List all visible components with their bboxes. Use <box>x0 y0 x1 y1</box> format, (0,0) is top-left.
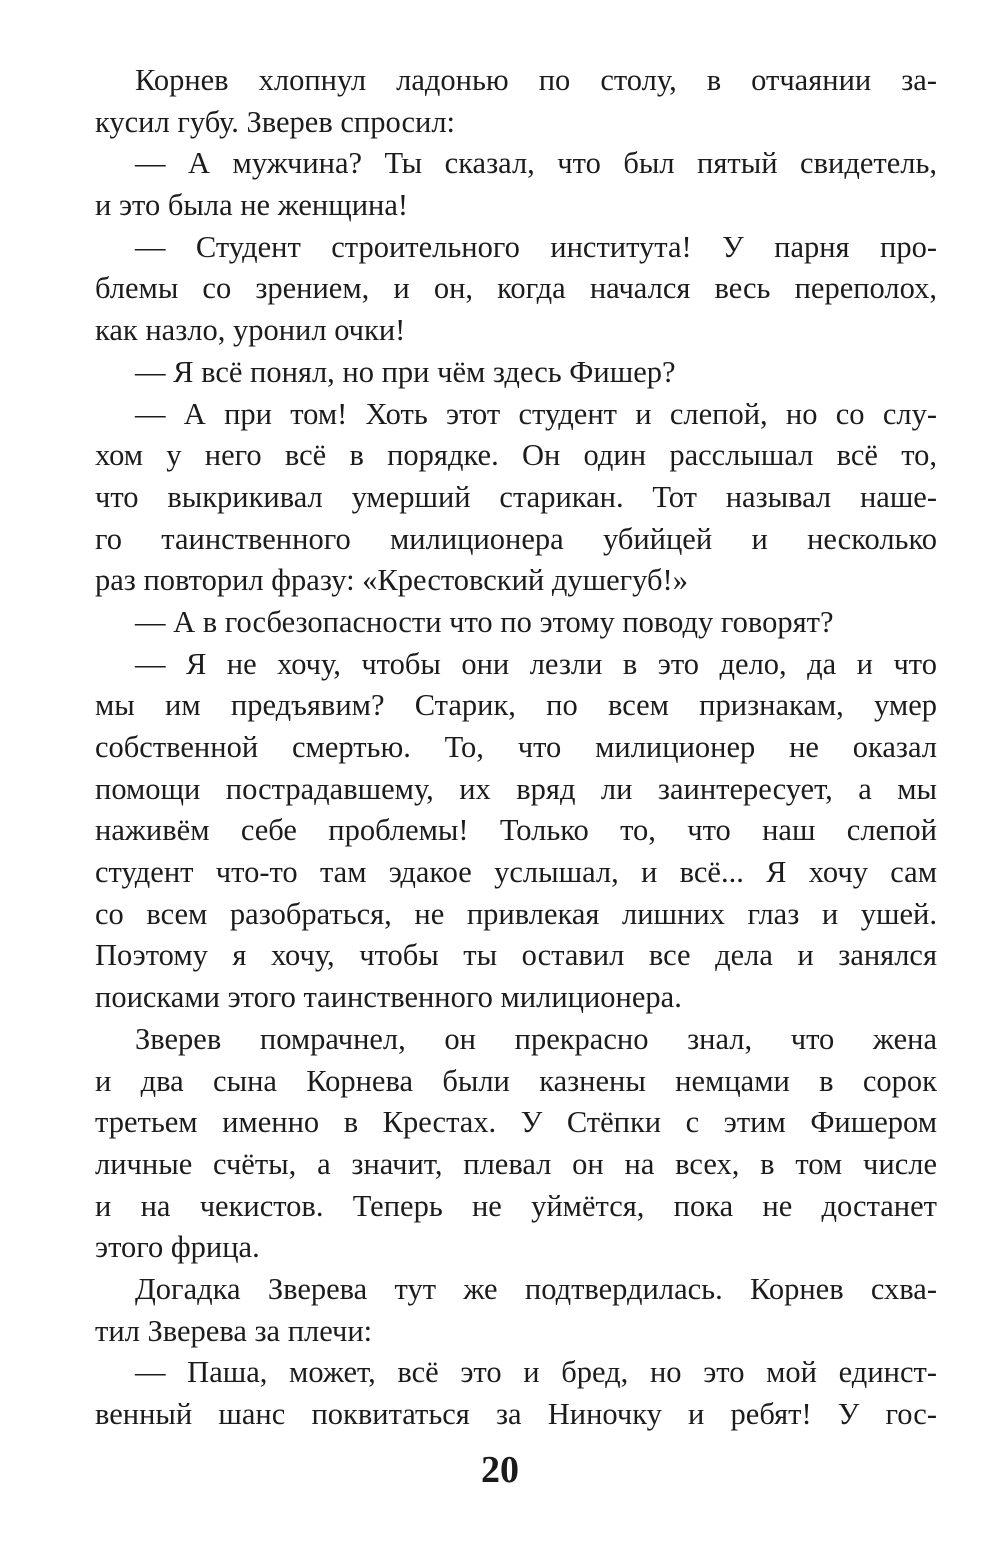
text-line: — Я не хочу, чтобы они лезли в это дело, да и что <box>135 646 937 681</box>
text-line: третьем именно в Крестах. У Стёпки с этим Фишером <box>95 1105 937 1140</box>
text-line: собственной смертью. То, что милиционер не оказал <box>95 730 937 764</box>
text-line: — Студент строительного института! У парня про- <box>135 229 937 264</box>
text-line: — А мужчина? Ты сказал, что был пятый свидетель, <box>135 146 937 181</box>
text-line: — Я всё понял, но при чём здесь Фишер? <box>135 354 676 389</box>
text-line: и два сына Корнева были казнены немцами в сорок <box>95 1063 937 1098</box>
text-line: поисками этого таинственного милиционера. <box>95 980 682 1015</box>
text-line: наживём себе проблемы! Только то, что наш слепой <box>95 813 937 848</box>
text-line: раз повторил фразу: «Крестовский душегуб!» <box>95 563 688 598</box>
text-line: что выкрикивал умерший старикан. Тот называл наше- <box>95 479 937 514</box>
text-line: — А при том! Хоть этот студент и слепой, но со слу- <box>135 396 937 431</box>
text-line: Поэтому я хочу, чтобы ты оставил все дела и занялся <box>95 938 937 973</box>
text-line: студент что-то там эдакое услышал, и всё... Я хочу сам <box>95 855 937 890</box>
text-line: и это была не женщина! <box>95 188 409 223</box>
text-line: венный шанс поквитаться за Ниночку и ребят! У гос- <box>95 1397 937 1431</box>
text-line: этого фрица. <box>95 1230 260 1265</box>
text-line: кусил губу. Зверев спросил: <box>95 104 456 139</box>
body-text <box>95 60 937 1436</box>
text-line: — А в госбезопасности что по этому поводу говорят? <box>135 604 834 639</box>
text-line: личные счёты, а значит, плевал он на всех, в том числе <box>95 1146 937 1181</box>
text-line: помощи пострадавшему, их вряд ли заинтересует, а мы <box>95 771 937 806</box>
text-line: мы им предъявим? Старик, по всем признакам, умер <box>95 688 937 723</box>
text-line: Догадка Зверева тут же подтвердилась. Корнев схва- <box>135 1271 937 1306</box>
text-line: со всем разобраться, не привлекая лишних глаз и ушей. <box>95 896 937 931</box>
text-line: как назло, уронил очки! <box>95 313 406 348</box>
text-line: и на чекистов. Теперь не уймётся, пока не достанет <box>95 1188 937 1223</box>
text-line: Зверев помрачнел, он прекрасно знал, что жена <box>135 1021 937 1056</box>
text-line: — Паша, может, всё это и бред, но это мой единст- <box>135 1355 937 1390</box>
text-line: го таинственного милиционера убийцей и несколько <box>95 521 937 556</box>
page-number: 20 <box>481 1449 519 1491</box>
text-line: хом у него всё в порядке. Он один расслышал всё то, <box>95 438 937 473</box>
text-line: Корнев хлопнул ладонью по столу, в отчаянии за- <box>135 63 937 97</box>
text-line: блемы со зрением, и он, когда начался весь переполох, <box>95 271 937 306</box>
text-line: тил Зверева за плечи: <box>95 1313 373 1348</box>
